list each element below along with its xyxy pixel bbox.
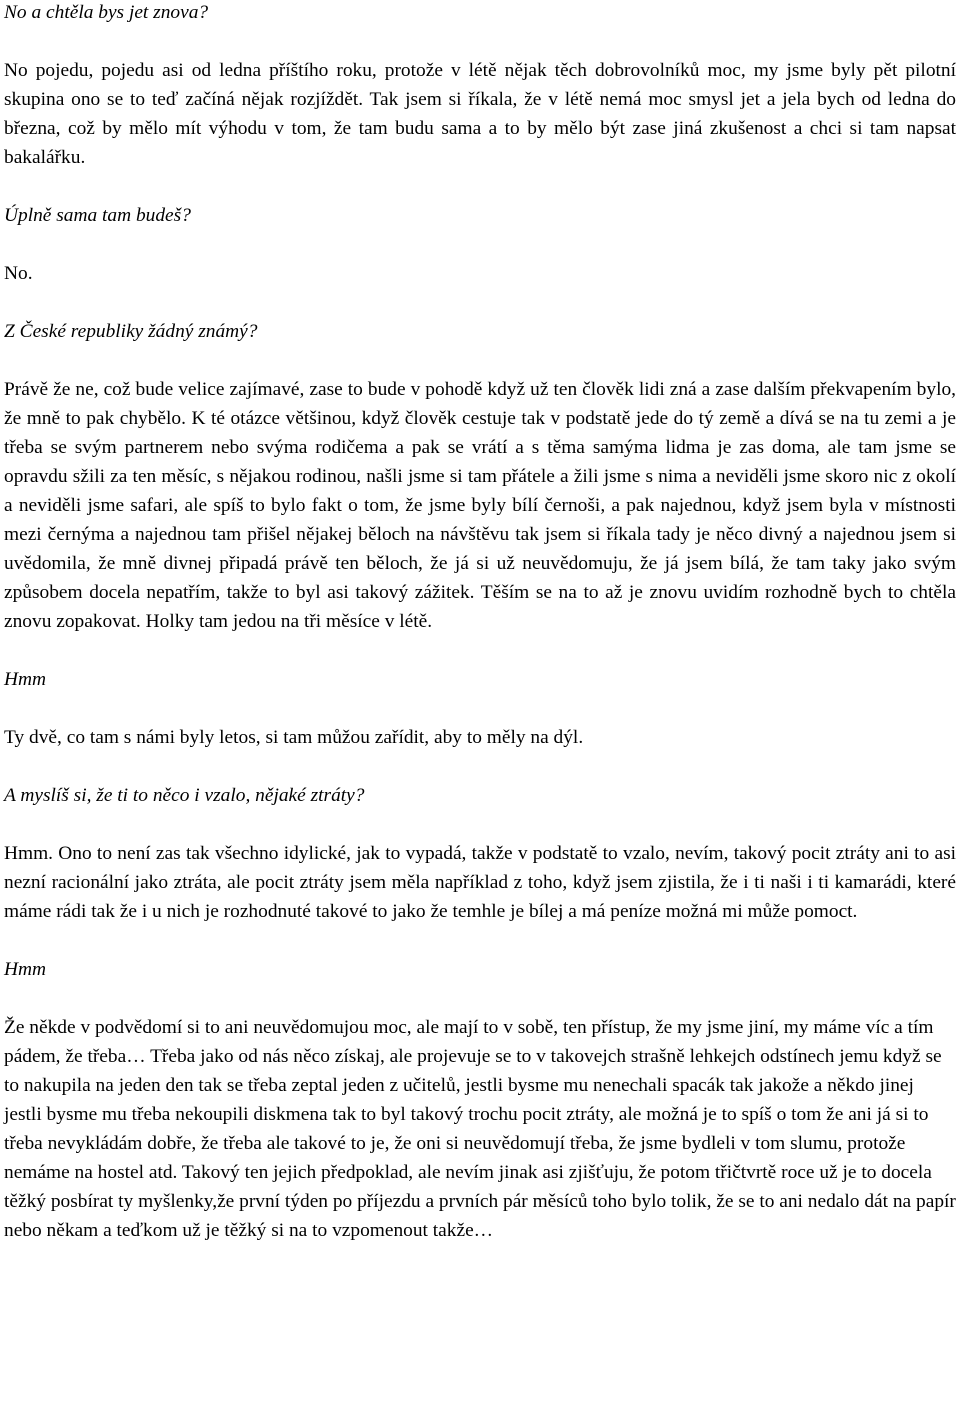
question-2: Úplně sama tam budeš? xyxy=(4,205,191,226)
question-4: A myslíš si, že ti to něco i vzalo, nějaké ztráty? xyxy=(4,785,365,806)
interview-transcript xyxy=(4,0,956,1274)
answer-2: No. xyxy=(4,263,33,284)
answer-5: Hmm. Ono to není zas tak všechno idylické, jak to vypadá, takže v podstatě to vzalo, nevím, takový pocit ztráty ani to asi nezní racionální jako ztráta, ale pocit ztráty jsem měla například z toho, když jsem zjistila, že i ti naši i ti kamarádi, které máme rádi tak že i u nich je rozhodnuté takové to jako že temhle je bílej a má peníze možná mi může pomoct. xyxy=(4,843,956,922)
answer-4: Ty dvě, co tam s námi byly letos, si tam můžou zařídit, aby to měly na dýl. xyxy=(4,727,584,748)
interjection-hmm-2: Hmm xyxy=(4,959,47,980)
question-1: No a chtěla bys jet znova? xyxy=(4,2,209,23)
interjection-hmm-1: Hmm xyxy=(4,669,47,690)
answer-6: Že někde v podvědomí si to ani neuvědomujou moc, ale mají to v sobě, ten přístup, že my jsme jiní, my máme víc a tím pádem, že třeba… Třeba jako od nás něco získaj, ale projevuje se to v takovejch strašně lehkejch odstínech jemu když se to nakupila na jeden den tak se třeba zeptal jeden z učitelů, jestli bysme mu nenechali spacák tak jakože a někdo jinej jestli bysme mu třeba nekoupili diskmena tak to byl takový trochu pocit ztráty, ale možná je to spíš o tom že ani já si to třeba nevykládám dobře, že třeba ale takové to je, že oni si neuvědomují třeba, že jsme bydleli v tom slumu, protože nemáme na hostel atd. Takový ten jejich předpoklad, ale nevím jinak asi zjišťuju, že potom třičtvrtě roce už je to docela těžký posbírat ty myšlenky,že první týden po příjezdu a prvních pár měsíců toho bylo tolik, že se to ani nedalo dát na papír nebo někam a teďkom už je těžký si na to vzpomenout takže… xyxy=(4,1017,956,1241)
answer-3: Právě že ne, což bude velice zajímavé, zase to bude v pohodě když už ten člověk lidi zná a zase dalším překvapením bylo, že mně to pak chybělo. K té otázce většinou, když člověk cestuje tak v podstatě jede do tý země a dívá se na tu zemi a je třeba se svým partnerem nebo svýma rodičema a pak se vrátí a s těma samýma lidma je zas doma, ale tam jsme se opravdu sžili za ten měsíc, s nějakou rodinou, našli jsme si tam přátele a žili jsme s nima a neviděli jsme skoro nic z okolí a neviděli jsme safari, ale spíš to bylo fakt o tom, že jsme byly bílí černoši, a pak najednou, když jsem byla v místnosti mezi černýma a najednou tam přišel nějakej běloch na návštěvu tak jsem si říkala tady je něco divný a najednou jsem si uvědomila, že mně divnej připadá právě ten běloch, že já si už neuvědomuju, že já jsem bílá, že tam taky jako svým způsobem docela nepatřím, takže to byl asi takový zážitek. Těším se na to až je znovu uvidím rozhodně bych to chtěla znovu zopakovat. Holky tam jedou na tři měsíce v létě. xyxy=(4,379,956,632)
answer-1: No pojedu, pojedu asi od ledna příštího roku, protože v létě nějak těch dobrovolníků moc, my jsme byly pět pilotní skupina ono se to teď začíná nějak rozjíždět. Tak jsem si říkala, že v létě nemá moc smysl jet a jela bych od ledna do března, což by mělo mít výhodu v tom, že tam budu sama a to by mělo být zase jiná zkušenost a chci si tam napsat bakalářku. xyxy=(4,60,956,168)
question-3: Z České republiky žádný známý? xyxy=(4,321,258,342)
